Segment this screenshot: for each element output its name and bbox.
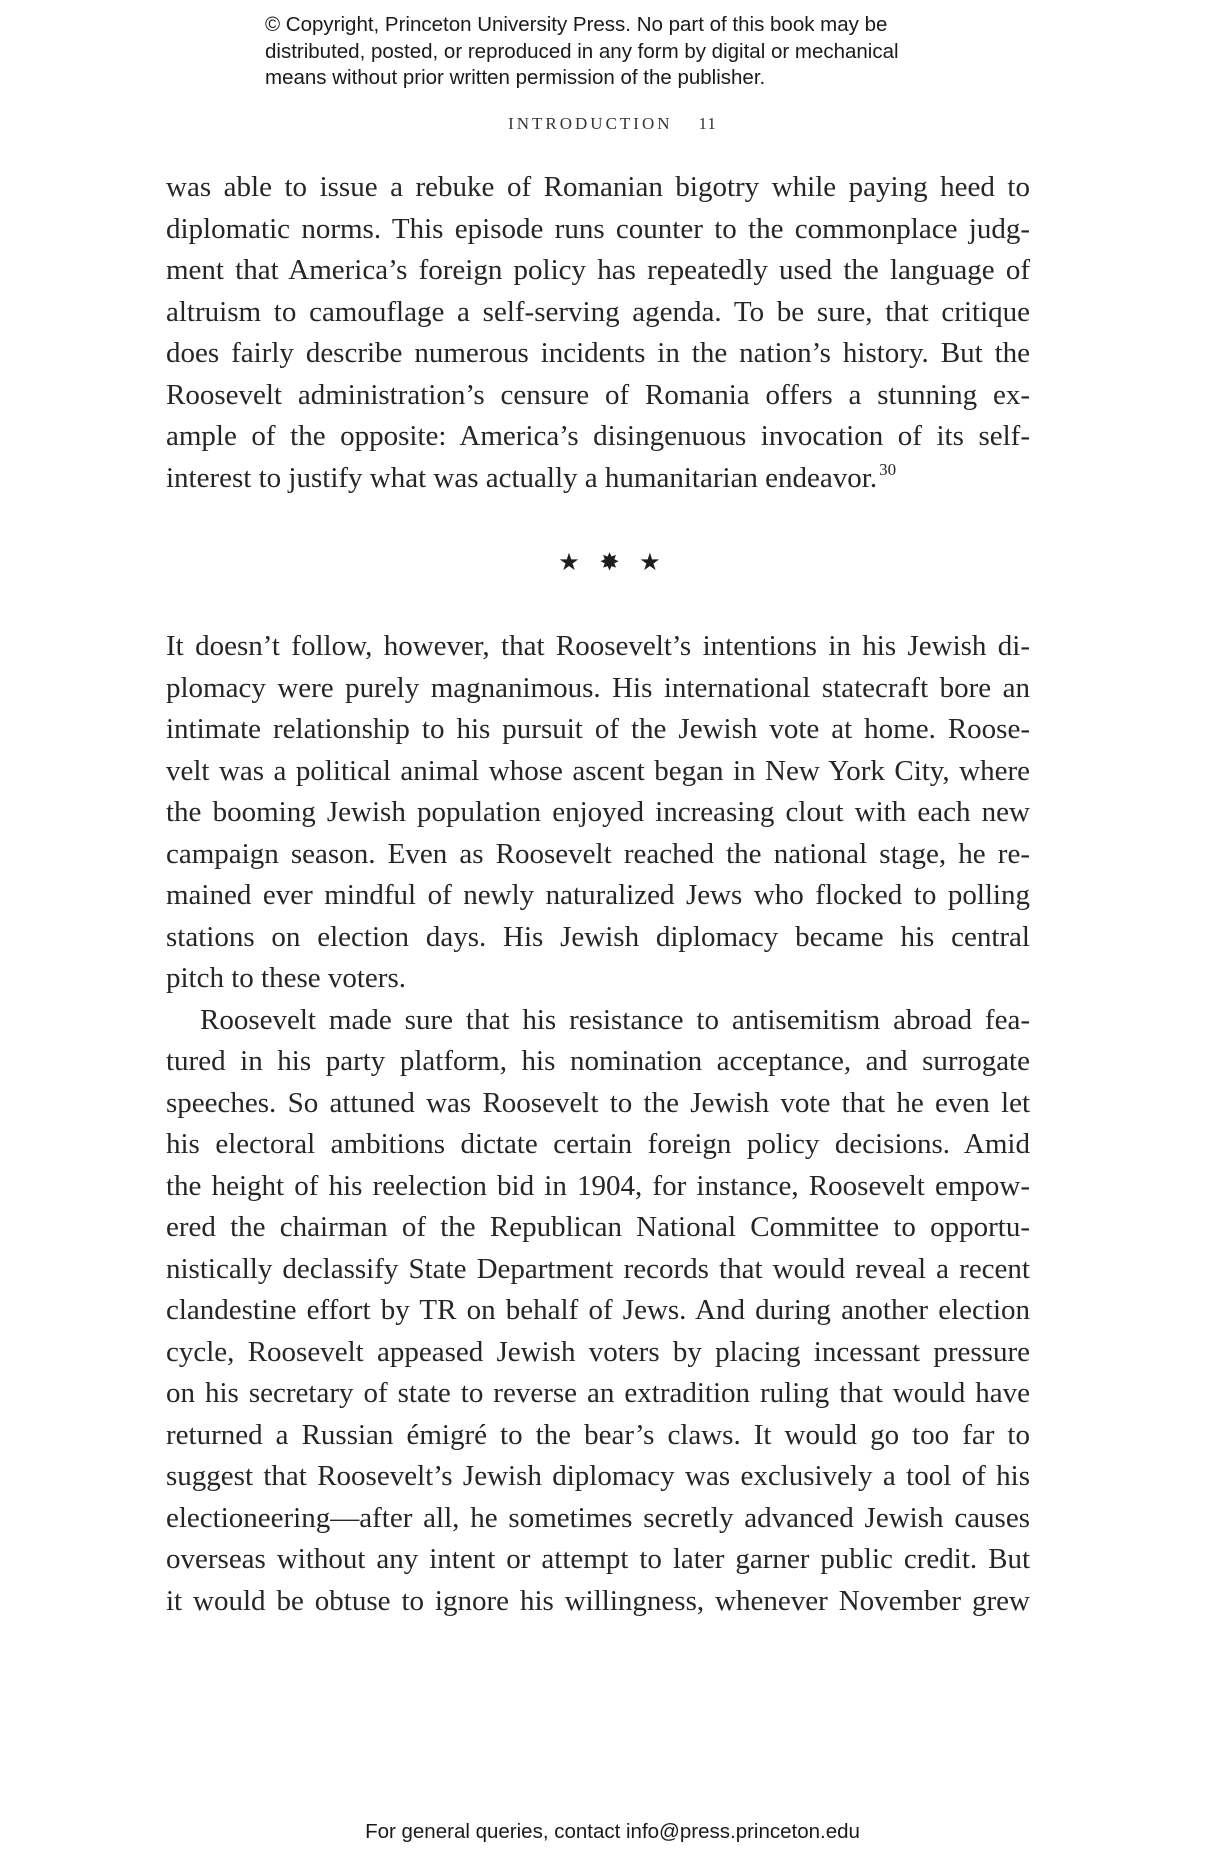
text-line: nistically declassify State Department records that would reveal a recent <box>166 1252 1030 1285</box>
footer-contact: For general queries, contact info@press.princeton.edu <box>365 1820 860 1843</box>
text-line: stations on election days. His Jewish diplomacy became his central <box>166 920 1030 953</box>
running-head <box>0 114 1225 134</box>
text-line-last <box>166 458 1030 500</box>
text-line: ment that America’s foreign policy has repeatedly used the language of <box>166 254 1030 286</box>
section-break-ornament: ★ ✸ ★ <box>558 548 667 576</box>
text-line: mained ever mindful of newly naturalized Jews who flocked to polling <box>166 879 1030 911</box>
text-line: It doesn’t follow, however, that Roosevelt’s intentions in his Jewish di- <box>166 630 1030 662</box>
text-line: electioneering—after all, he sometimes secretly advanced Jewish causes <box>166 1501 1030 1534</box>
copyright-notice <box>265 12 1025 92</box>
body-text <box>166 626 1030 1622</box>
text-line: ample of the opposite: America’s disingenuous invocation of its self- <box>166 420 1030 452</box>
text-line: cycle, Roosevelt appeased Jewish voters by placing incessant pressure <box>166 1335 1030 1368</box>
text-line: his electoral ambitions dictate certain foreign policy decisions. Amid <box>166 1128 1030 1160</box>
running-head-title: INTRODUCTION <box>508 114 673 133</box>
copyright-line: means without prior written permission of the publisher. <box>265 66 766 89</box>
text-line: clandestine effort by TR on behalf of Jews. And during another election <box>166 1294 1030 1326</box>
text-line: pitch to these voters. <box>166 962 407 994</box>
text-line: overseas without any intent or attempt to later garner public credit. But <box>166 1543 1030 1575</box>
text-line: suggest that Roosevelt’s Jewish diplomacy was exclusively a tool of his <box>166 1460 1030 1492</box>
text-line: the booming Jewish population enjoyed increasing clout with each new <box>166 796 1030 828</box>
copyright-line: distributed, posted, or reproduced in any form by digital or mechanical <box>265 39 899 63</box>
text-line: it would be obtuse to ignore his willingness, whenever November grew <box>166 1584 1030 1617</box>
text-line: returned a Russian émigré to the bear’s claws. It would go too far to <box>166 1418 1030 1451</box>
text-line: Roosevelt made sure that his resistance to antisemitism abroad fea- <box>200 1003 1030 1036</box>
text-line: intimate relationship to his pursuit of the Jewish vote at home. Roose- <box>166 713 1030 745</box>
text-line: was able to issue a rebuke of Romanian bigotry while paying heed to <box>166 171 1030 203</box>
text-line: campaign season. Even as Roosevelt reached the national stage, he re- <box>166 837 1030 870</box>
text-line: does fairly describe numerous incidents in the nation’s history. But the <box>166 337 1030 369</box>
text-line: plomacy were purely magnanimous. His international statecraft bore an <box>166 671 1030 704</box>
text-line: speeches. So attuned was Roosevelt to the Jewish vote that he even let <box>166 1086 1030 1119</box>
text-line: diplomatic norms. This episode runs counter to the commonplace judg- <box>166 212 1030 245</box>
text-line: ered the chairman of the Republican National Committee to opportu- <box>166 1211 1030 1243</box>
text-line: the height of his reelection bid in 1904, for instance, Roosevelt empow- <box>166 1169 1030 1202</box>
text-line: altruism to camouflage a self-serving agenda. To be sure, that critique <box>166 295 1030 328</box>
text-line-content: interest to justify what was actually a humanitarian endeavor. <box>166 461 878 494</box>
text-line: velt was a political animal whose ascent began in New York City, where <box>166 754 1030 787</box>
copyright-line: © Copyright, Princeton University Press. No part of this book may be <box>265 13 888 36</box>
text-line: on his secretary of state to reverse an extradition ruling that would have <box>166 1377 1030 1409</box>
footnote-reference[interactable]: 30 <box>879 459 897 479</box>
paragraph-1 <box>166 167 1030 499</box>
text-line: Roosevelt administration’s censure of Romania offers a stunning ex- <box>166 378 1030 411</box>
text-line: tured in his party platform, his nomination acceptance, and surrogate <box>166 1045 1030 1077</box>
page-number: 11 <box>698 114 717 133</box>
